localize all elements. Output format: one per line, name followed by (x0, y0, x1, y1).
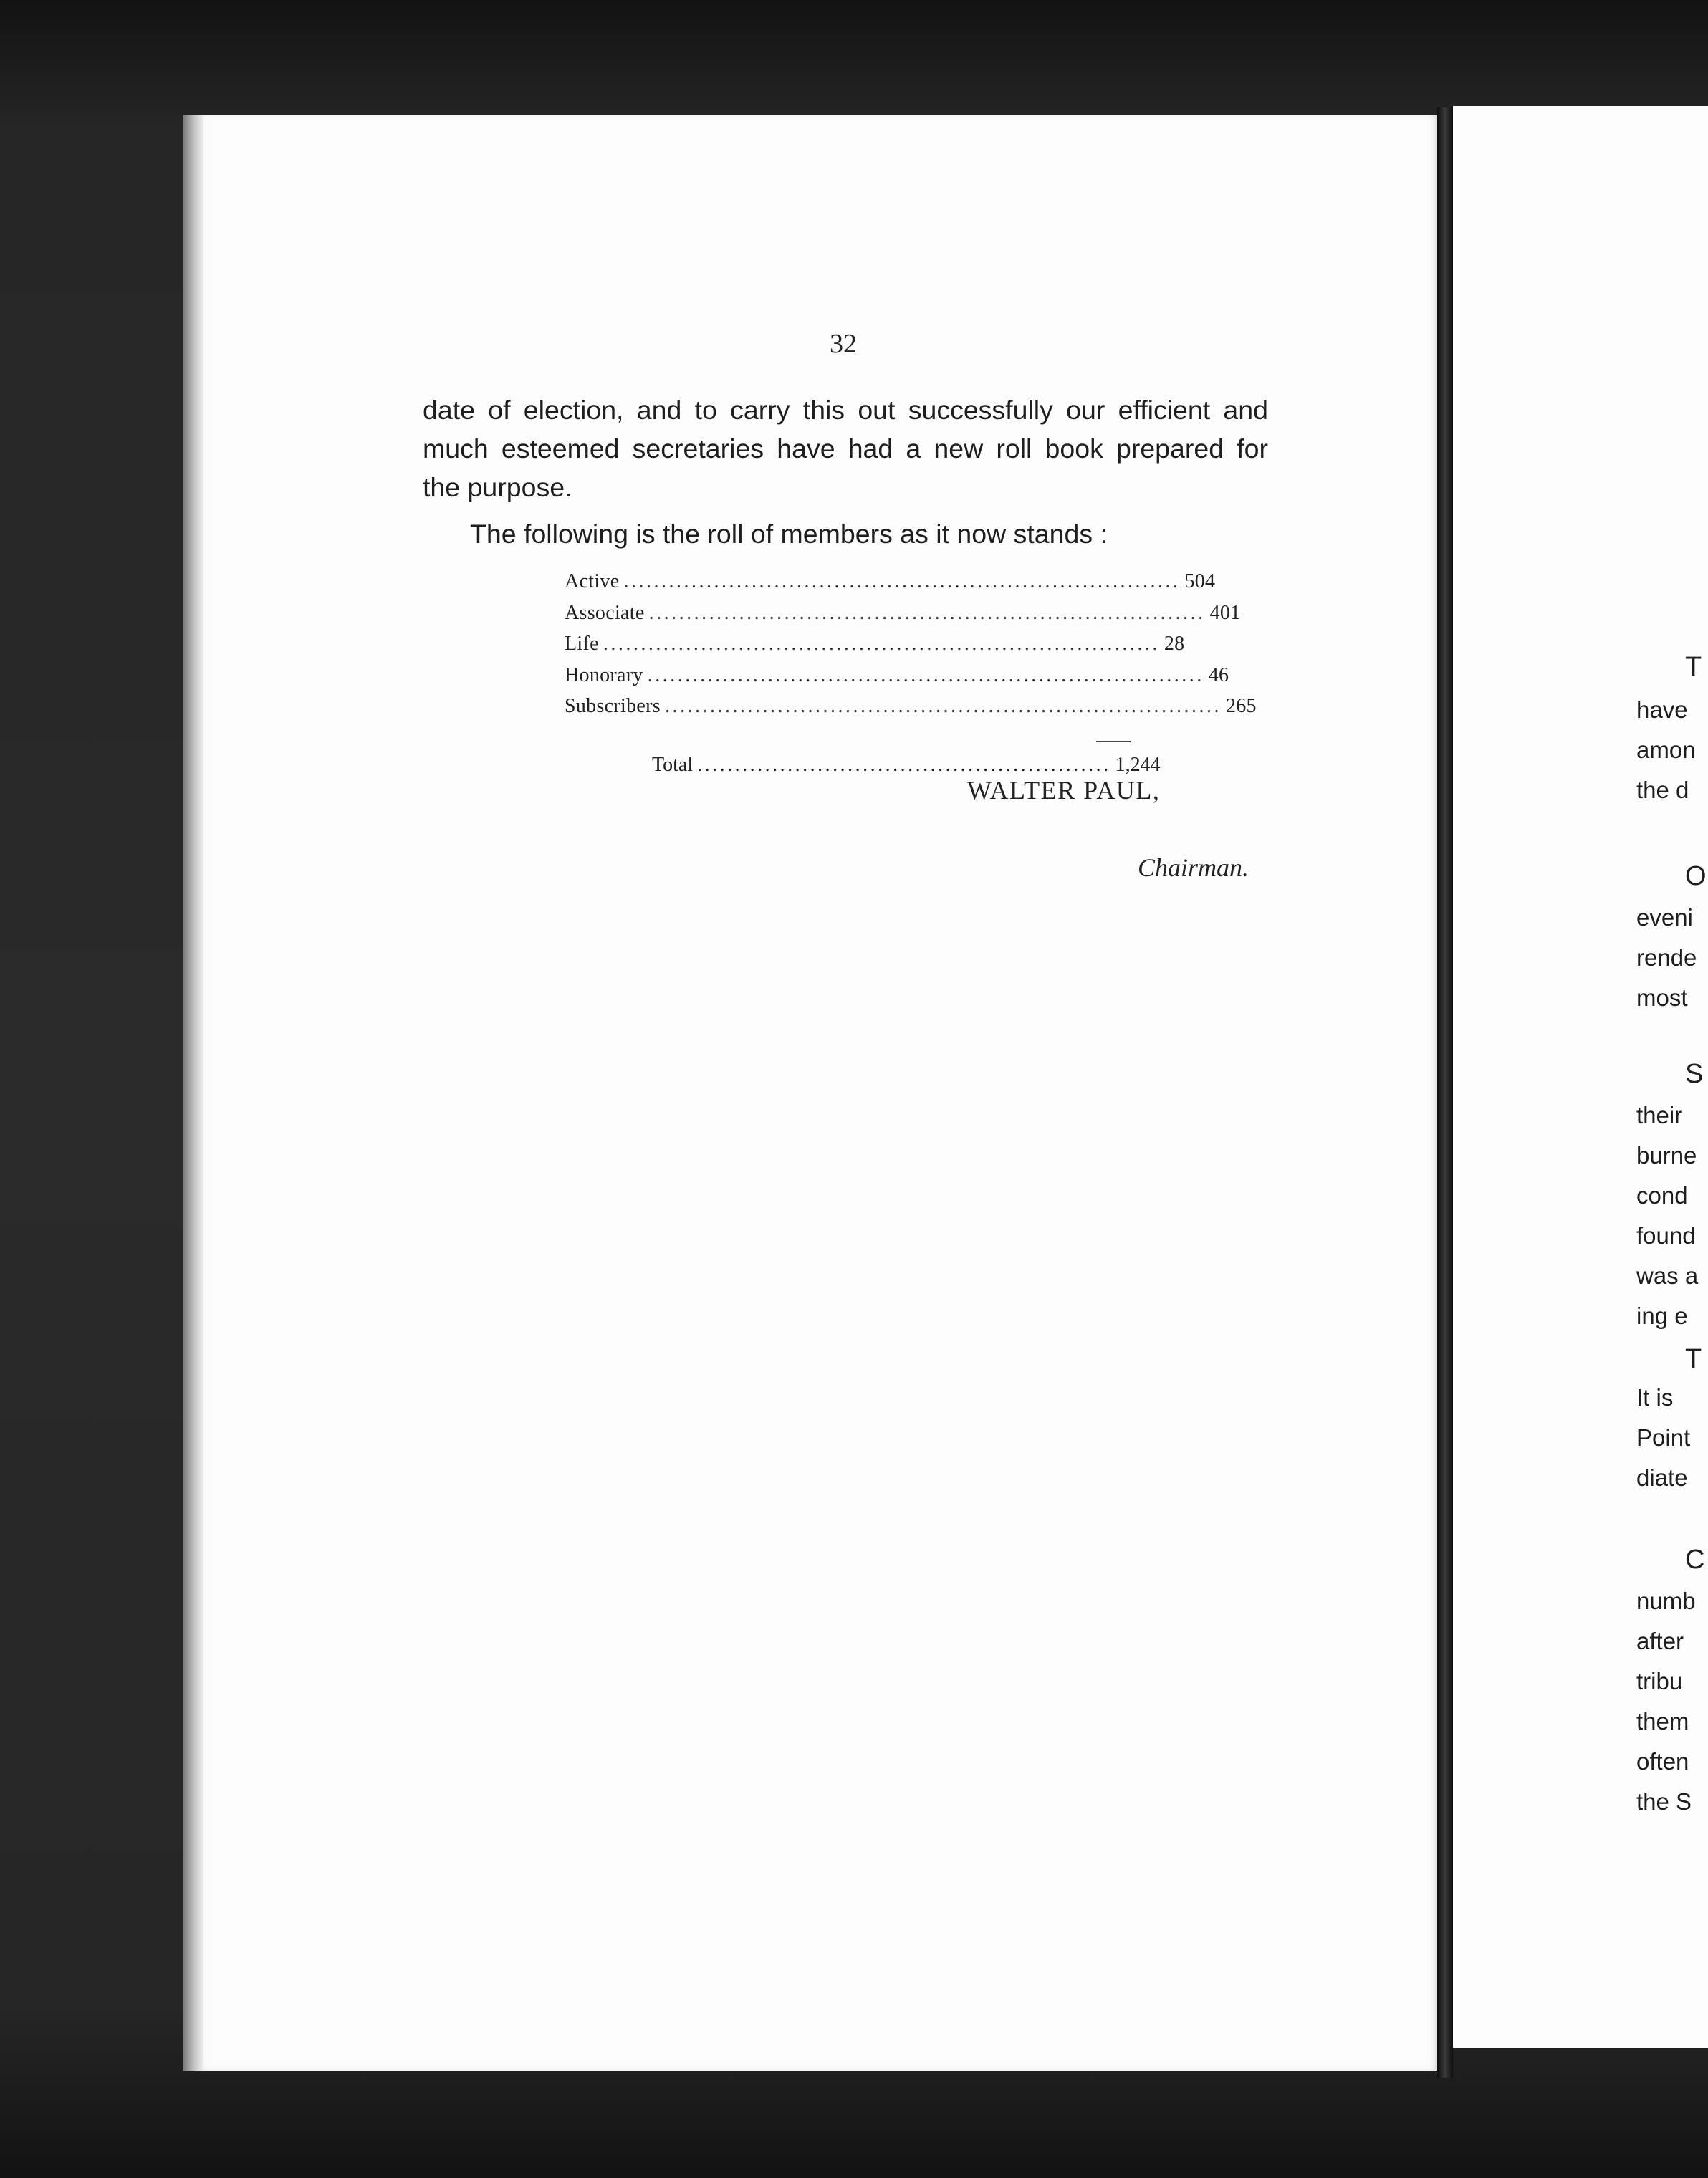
roll-label: Active (565, 570, 620, 593)
right-page-fragment: ing e (1636, 1303, 1688, 1329)
right-page-fragment: rende (1636, 944, 1697, 971)
roll-label: Honorary (565, 663, 643, 686)
right-page-fragment: found (1636, 1222, 1696, 1249)
right-page-fragment: them (1636, 1708, 1689, 1735)
signature-name: WALTER PAUL, (967, 776, 1161, 805)
leader-dots: ....................................................... (697, 754, 1111, 776)
paragraph-line: much esteemed secretaries have had a new roll book prepared for (423, 433, 1268, 464)
right-page-fragment: numb (1636, 1588, 1696, 1614)
total-value: 1,244 (1115, 754, 1161, 776)
right-page-fragment: It is (1636, 1384, 1674, 1411)
right-page-fragment: most (1636, 984, 1688, 1011)
right-page-fragment: was a (1636, 1262, 1699, 1289)
right-page-fragment: diate (1636, 1464, 1688, 1491)
roll-row-active (565, 570, 1216, 602)
right-page-fragment: burne (1636, 1142, 1697, 1169)
body-paragraph (423, 390, 1268, 507)
roll-label: Associate (565, 601, 645, 624)
leader-dots: .......................................................................... (647, 663, 1204, 686)
signature-title: Chairman. (1138, 853, 1249, 882)
roll-intro: The following is the roll of members as it now stands : (470, 519, 1108, 549)
membership-roll (565, 570, 1257, 726)
page-number (0, 328, 1708, 368)
leader-dots: .......................................................................... (664, 695, 1222, 717)
right-page-fragment: amon (1636, 737, 1696, 763)
roll-row-associate (565, 601, 1241, 633)
right-page-fragment: O (1685, 861, 1707, 891)
paragraph-line: date of election, and to carry this out successfully our efficient and (423, 395, 1268, 425)
right-page-fragment: C (1685, 1545, 1705, 1575)
right-page-fragment: eveni (1636, 904, 1693, 931)
right-page-fragment: the S (1636, 1788, 1692, 1815)
right-page-fragment: cond (1636, 1182, 1688, 1209)
roll-total-row (652, 754, 1161, 777)
book-gutter (1437, 107, 1453, 2078)
right-page-fragment: tribu (1636, 1668, 1683, 1694)
roll-value: 504 (1184, 570, 1216, 593)
right-page-fragment: have (1636, 696, 1688, 723)
roll-row-life (565, 633, 1185, 664)
roll-row-honorary (565, 663, 1229, 696)
roll-row-subscribers (565, 695, 1257, 726)
roll-label: Subscribers (565, 695, 661, 717)
roll-label: Life (565, 633, 599, 655)
leader-dots: .......................................................................... (603, 633, 1160, 655)
right-page-fragment: T (1685, 652, 1702, 682)
roll-value: 265 (1225, 695, 1257, 717)
right-page-fragment: the d (1636, 777, 1689, 803)
right-page-fragment: after (1636, 1628, 1684, 1654)
roll-value: 46 (1208, 663, 1229, 686)
roll-value: 28 (1164, 633, 1185, 655)
right-page-fragment: often (1636, 1748, 1689, 1775)
right-page-fragment: Point (1636, 1424, 1691, 1451)
sum-rule (1096, 741, 1131, 742)
right-page-fragment: S (1685, 1059, 1704, 1089)
right-page-fragment: T (1685, 1344, 1702, 1374)
leader-dots: .......................................................................... (648, 601, 1206, 624)
roll-value: 401 (1209, 601, 1241, 624)
page-number-text: 32 (830, 329, 857, 359)
right-page-fragment: their (1636, 1102, 1683, 1128)
leader-dots: .......................................................................... (623, 570, 1181, 593)
paragraph-line: the purpose. (423, 472, 572, 502)
total-label: Total (652, 754, 694, 776)
